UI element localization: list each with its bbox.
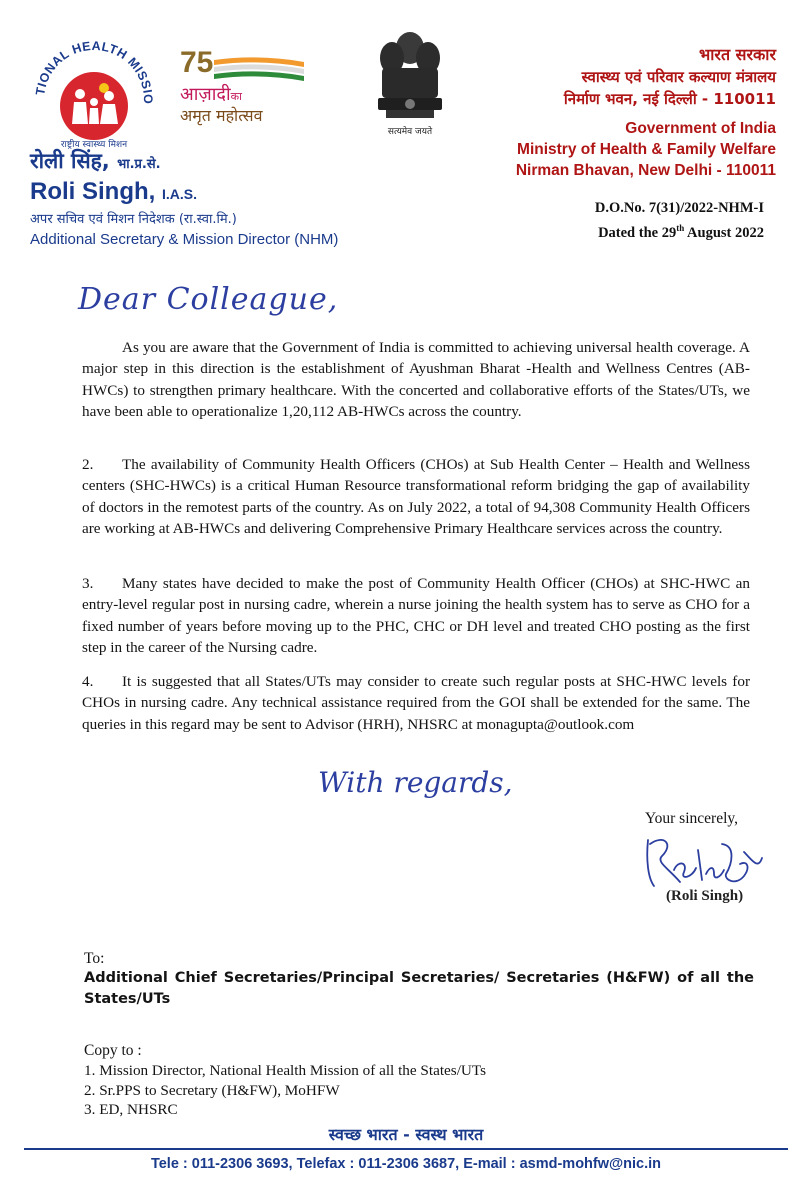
paragraph-4-number: 4. — [82, 673, 94, 690]
handwritten-salutation: Dear Colleague, — [78, 282, 339, 317]
paragraph-3-number: 3. — [82, 575, 94, 592]
signature-image — [640, 830, 770, 892]
copy-to-label: Copy to : — [84, 1042, 142, 1059]
sender-service-english: I.A.S. — [162, 186, 198, 202]
date-ordinal: th — [676, 223, 685, 233]
azadi-word: आज़ादी — [180, 84, 231, 105]
swachh-bharat-slogan: स्वच्छ भारत - स्वस्थ भारत — [328, 1125, 484, 1144]
paragraph-2-text: The availability of Community Health Officers (CHOs) at Sub Health Center – Health and Wellness centers (SHC-HWCs) is a critical Human Resource transformational reform bridging the gap of availability of doctors in the remotest parts of the country. As on July 2022, a total of 94,308 Community Health Officers are working at AB-HWCs and delivering Comprehensive Primary Healthcare services across the country. — [82, 456, 750, 537]
paragraph-2 — [82, 454, 750, 539]
azadi-number: 75 — [180, 46, 214, 79]
paragraph-4 — [82, 671, 750, 735]
copy-to-item: 3. ED, NHSRC — [84, 1101, 178, 1118]
paragraph-1 — [82, 337, 750, 422]
paragraph-2-number: 2. — [82, 456, 94, 473]
paragraph-3 — [82, 573, 750, 658]
azadi-logo — [176, 46, 306, 128]
to-recipients: Additional Chief Secretaries/Principal Secretaries/ Secretaries (H&FW) of all the States/UTs — [84, 970, 754, 1007]
ministry-english-line-1: Government of India — [625, 120, 776, 137]
letter-date — [595, 218, 764, 243]
closing-text: Your sincerely, — [645, 810, 738, 827]
footer-contact: Tele : 011-2306 3693, Telefax : 011-2306 3687, E-mail : asmd-mohfw@nic.in — [150, 1156, 662, 1172]
copy-to-item: 1. Mission Director, National Health Mission of all the States/UTs — [84, 1062, 487, 1079]
amrit-mahotsav: अमृत महोत्सव — [180, 106, 263, 125]
paragraph-1-text: As you are aware that the Government of India is committed to achieving universal health coverage. A major step in this direction is the establishment of Ayushman Bharat -Health and Wellness Centres (AB-HWCs) to strengthen primary healthcare. With the concerted and collaborative efforts of the States/UTs, we have been able to operationalize 1,20,112 AB-HWCs across the country. — [82, 339, 750, 420]
azadi-ka: का — [230, 90, 242, 103]
footer-divider — [24, 1148, 788, 1150]
ministry-header — [456, 44, 776, 181]
sender-name-english: Roli Singh, — [30, 178, 156, 205]
sender-name-hindi: रोली सिंह, — [30, 149, 110, 173]
to-label: To: — [84, 950, 105, 967]
nhm-ring-text: TIONAL HEALTH MISSIO — [33, 40, 156, 105]
sender-designation-english: Additional Secretary & Mission Director (NHM) — [30, 231, 339, 248]
date-suffix: August 2022 — [684, 224, 764, 241]
ministry-english-line-3: Nirman Bhavan, New Delhi - 110011 — [515, 162, 776, 179]
tricolour-flag-icon — [214, 56, 304, 84]
ministry-hindi-line-3: निर्माण भवन, नई दिल्ली - 110011 — [563, 90, 776, 108]
ministry-hindi-line-1: भारत सरकार — [699, 45, 776, 64]
nhm-hindi-caption: राष्ट्रीय स्वास्थ्य मिशन — [60, 140, 128, 150]
ministry-english-line-2: Ministry of Health & Family Welfare — [517, 141, 776, 158]
sender-designation-hindi: अपर सचिव एवं मिशन निदेशक (रा.स्वा.मि.) — [30, 212, 237, 227]
copy-to-item: 2. Sr.PPS to Secretary (H&FW), MoHFW — [84, 1081, 340, 1099]
paragraph-4-text: It is suggested that all States/UTs may consider to create such regular posts at SHC-HWC levels for CHOs in nursing cadre. Any technical assistance required from the GOI shall be extended for the same. The queries in this regard may be sent to Advisor (HRH), NHSRC at monagupta@outlook.com — [82, 673, 750, 733]
handwritten-regards: With regards, — [318, 766, 513, 799]
paragraph-3-text: Many states have decided to make the post of Community Health Officer (CHOs) at SHC-HWC an entry-level regular post in nursing cadre, wherein a nurse joining the health system has to serve as CHO for a fixed number of years before moving up to the PHC, CHC or DH level and treated CHO posting as the first step in the career of the Nursing cadre. — [82, 575, 750, 656]
do-number: D.O.No. 7(31)/2022-NHM-I — [594, 200, 764, 216]
copy-to-list — [84, 1061, 486, 1120]
signatory-name: (Roli Singh) — [666, 888, 744, 904]
ministry-hindi-line-2: स्वास्थ्य एवं परिवार कल्याण मंत्रालय — [581, 68, 776, 86]
sender-block — [30, 148, 390, 250]
date-prefix: Dated the 29 — [598, 224, 677, 241]
nhm-logo — [30, 40, 158, 152]
sender-service-hindi: भा.प्र.से. — [117, 157, 161, 172]
emblem-motto: सत्यमेव जयते — [387, 127, 433, 137]
reference-block — [595, 198, 764, 243]
